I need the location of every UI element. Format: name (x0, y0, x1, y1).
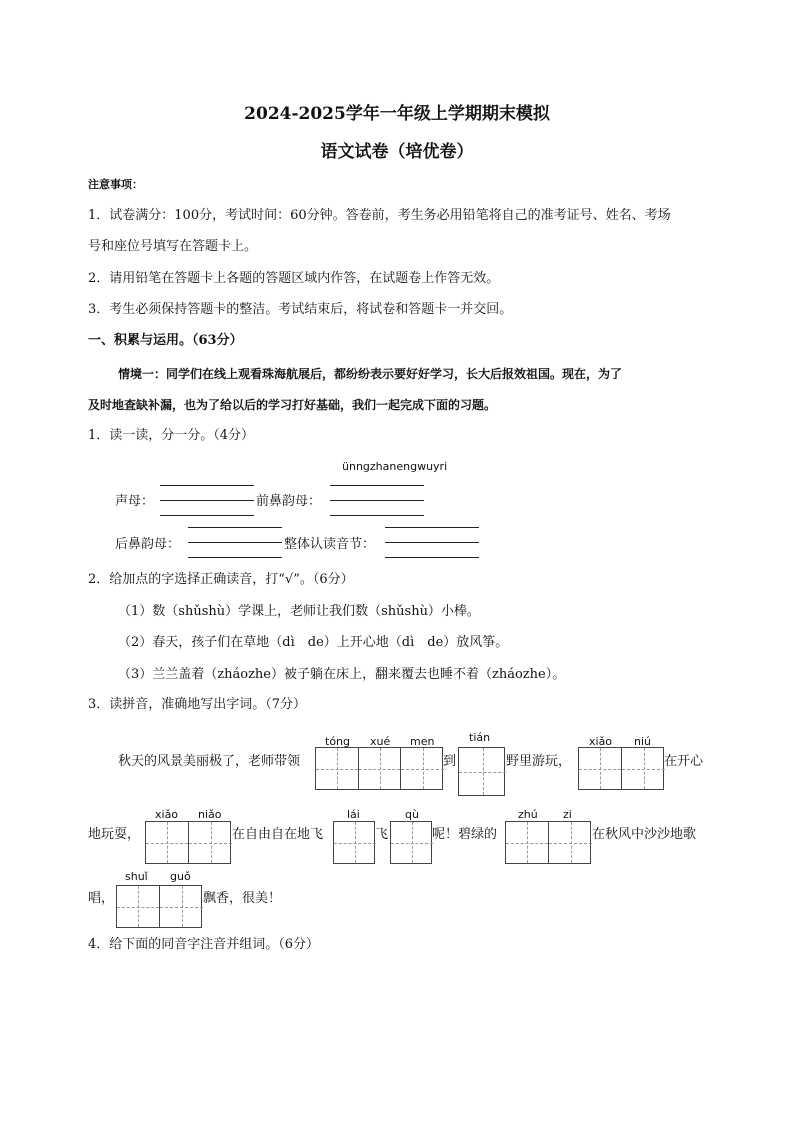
q1-label-shengmu: 声母： (115, 494, 155, 509)
q3-writing-grid-xiaoniu[interactable] (578, 747, 664, 790)
notice-item-1-line-1: 1．试卷满分：100分，考试时间：60分钟。答卷前，考生务必用铅笔将自己的准考证号、姓名、考场 (88, 208, 671, 223)
q1-zhengti-answer-line-3[interactable] (385, 557, 479, 558)
q1-shengmu-answer-line-3[interactable] (160, 515, 254, 516)
q1-houbi-answer-line-2[interactable] (188, 542, 282, 543)
q1-shengmu-answer-line-1[interactable] (160, 485, 254, 486)
q3-text-seg-1: 秋天的风景美丽极了，老师带领 (118, 754, 301, 769)
q3-writing-grid-lai[interactable] (333, 821, 375, 864)
section1-heading: 一、积累与运用。（63分） (88, 333, 243, 348)
q3-writing-grid-shuiguo[interactable] (116, 885, 202, 928)
scenario-line-2: 及时地查缺补漏，也为了给以后的学习打好基础，我们一起完成下面的习题。 (88, 398, 497, 412)
q1-label-qianbi: 前鼻韵母： (256, 494, 322, 509)
q3-pinyin-xiao-2: xiǎo (155, 808, 179, 821)
q1-zhengti-answer-line-2[interactable] (385, 542, 479, 543)
q3-text-seg-3: 野里游玩， (506, 754, 572, 769)
q3-writing-grid-tongxuemen[interactable] (315, 747, 443, 790)
q1-houbi-answer-line-3[interactable] (188, 557, 282, 558)
q3-pinyin-shui: shuǐ (125, 870, 148, 883)
q1-qianbi-answer-line-1[interactable] (330, 485, 424, 486)
q3-writing-grid-zhuzi[interactable] (505, 821, 591, 864)
q3-pinyin-xue: xué (370, 735, 391, 748)
q3-text-seg-6: 在自由自在地飞 (232, 827, 324, 842)
q4-prompt: 4．给下面的同音字注音并组词。（6分） (88, 937, 320, 952)
q1-shengmu-answer-line-2[interactable] (160, 500, 254, 501)
notice-heading: 注意事项： (88, 178, 143, 191)
q1-prompt: 1．读一读，分一分。（4分） (88, 428, 255, 443)
q3-text-seg-2: 到 (443, 754, 457, 769)
q3-pinyin-zi: zi (563, 808, 572, 821)
q1-qianbi-answer-line-3[interactable] (330, 515, 424, 516)
q3-text-seg-4: 在开心 (664, 754, 704, 769)
q3-writing-grid-qu[interactable] (390, 821, 432, 864)
q1-zhengti-answer-line-1[interactable] (385, 527, 479, 528)
q3-prompt: 3．读拼音，准确地写出字词。（7分） (88, 697, 307, 712)
q3-pinyin-tong: tóng (325, 735, 350, 748)
q2-item-2: （2）春天，孩子们在草地（dì de）上开心地（dì de）放风筝。 (118, 635, 509, 650)
q3-pinyin-zhu: zhú (518, 808, 538, 821)
q3-pinyin-men: men (410, 735, 435, 748)
q1-label-houbi: 后鼻韵母： (115, 537, 181, 552)
q2-item-3: （3）兰兰盖着（zháozhe）被子躺在床上，翻来覆去也睡不着（zháozhe）。 (118, 667, 566, 682)
q3-pinyin-guo: guǒ (170, 870, 191, 883)
q3-pinyin-niao: niǎo (198, 808, 222, 821)
exam-title-line1: 2024-2025学年一年级上学期期末模拟 (244, 104, 550, 124)
q3-pinyin-lai: lái (347, 808, 360, 821)
q3-pinyin-xiao-1: xiǎo (589, 735, 613, 748)
q3-text-seg-8: 呢！碧绿的 (432, 827, 498, 842)
scenario-line-1: 情境一：同学们在线上观看珠海航展后，都纷纷表示要好好学习，长大后报效祖国。现在，为了 (118, 367, 623, 381)
q2-prompt: 2．给加点的字选择正确读音，打“√”。（6分） (88, 572, 354, 587)
q3-text-seg-9: 在秋风中沙沙地歌 (592, 827, 697, 842)
notice-item-2: 2．请用铅笔在答题卡上各题的答题区域内作答，在试题卷上作答无效。 (88, 271, 500, 286)
q3-pinyin-niu: niú (634, 735, 651, 748)
q3-text-seg-7: 飞 (375, 827, 389, 842)
q2-item-1: （1）数（shǔshù）学课上，老师让我们数（shǔshù）小棒。 (118, 604, 480, 619)
q3-text-seg-11: 飘香，很美！ (203, 891, 282, 906)
q3-pinyin-qu: qù (405, 808, 419, 821)
exam-title-line2: 语文试卷（培优卷） (320, 142, 474, 162)
q3-text-seg-10: 唱， (88, 891, 115, 906)
q3-writing-grid-xiaoniao[interactable] (145, 821, 231, 864)
q1-pinyin-letters: ünngzhanengwuyri (342, 460, 448, 473)
q1-qianbi-answer-line-2[interactable] (330, 500, 424, 501)
q3-writing-grid-tian[interactable] (458, 747, 505, 796)
notice-item-3: 3．考生必须保持答题卡的整洁。考试结束后，将试卷和答题卡一并交回。 (88, 302, 513, 317)
q1-label-zhengti: 整体认读音节： (284, 537, 376, 552)
q3-text-seg-5: 地玩耍， (88, 827, 141, 842)
q3-pinyin-tian: tián (469, 731, 491, 744)
q1-houbi-answer-line-1[interactable] (188, 527, 282, 528)
notice-item-1-line-2: 号和座位号填写在答题卡上。 (88, 239, 258, 254)
